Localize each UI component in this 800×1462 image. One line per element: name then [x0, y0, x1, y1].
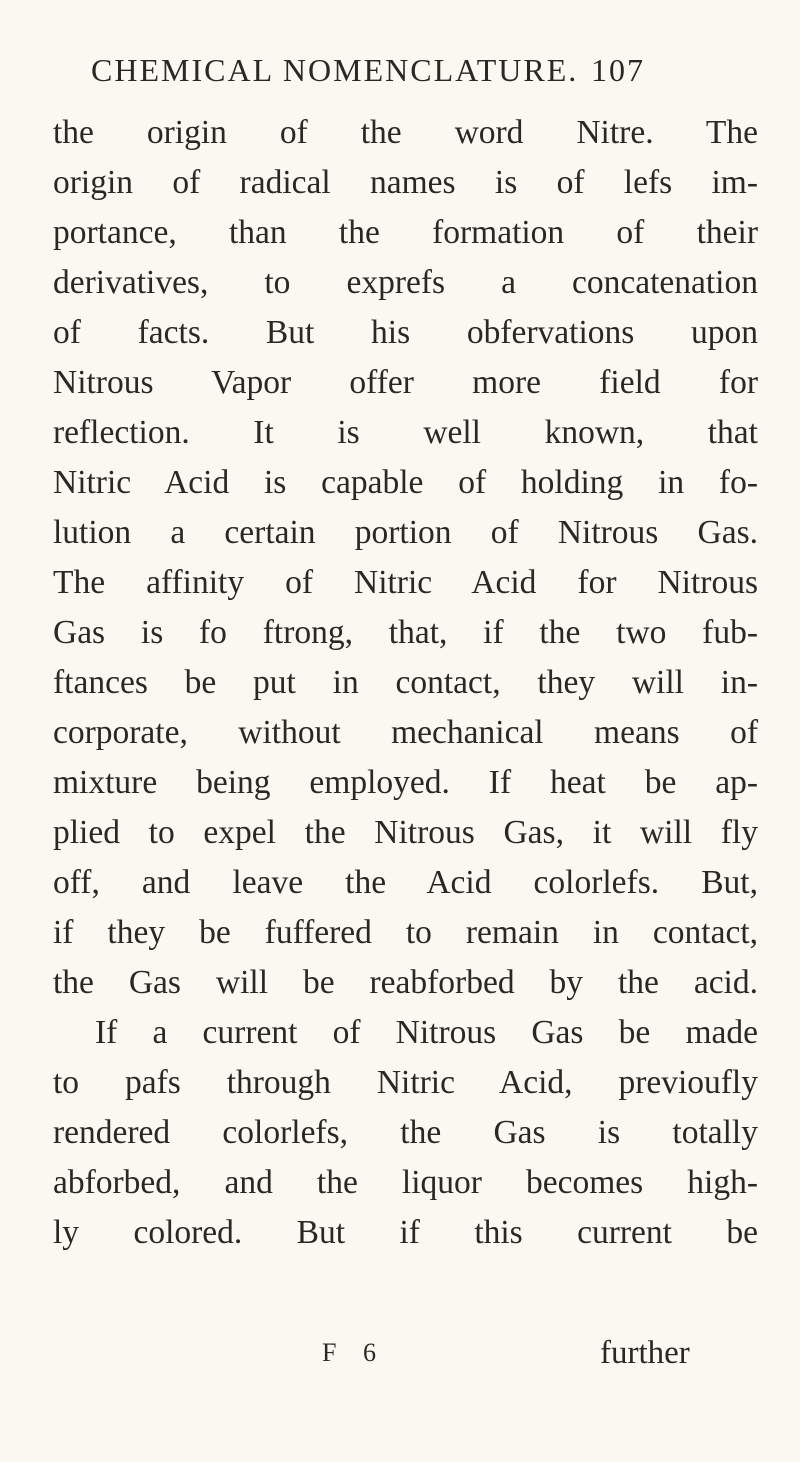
text-line: mixture being employed. If heat be ap- — [53, 764, 758, 801]
catchword: further — [600, 1335, 690, 1371]
running-header — [91, 52, 691, 96]
running-title: CHEMICAL NOMENCLATURE. — [91, 52, 579, 88]
text-line: The affinity of Nitric Acid for Nitrous — [53, 564, 758, 601]
text-line: off, and leave the Acid colorlefs. But, — [53, 864, 758, 901]
text-line: lution a certain portion of Nitrous Gas. — [53, 514, 758, 551]
page-footer — [0, 1331, 800, 1375]
text-line: plied to expel the Nitrous Gas, it will fly — [53, 814, 758, 851]
text-line: ly colored. But if this current be — [53, 1214, 758, 1251]
text-line: the Gas will be reabforbed by the acid. — [53, 964, 758, 1001]
text-line: the origin of the word Nitre. The — [53, 114, 758, 151]
page-number: 107 — [591, 52, 645, 88]
text-line: Gas is fo ftrong, that, if the two fub- — [53, 614, 758, 651]
text-line: origin of radical names is of lefs im- — [53, 164, 758, 201]
body-text — [53, 108, 758, 1258]
text-line-paragraph-start: If a current of Nitrous Gas be made — [95, 1014, 758, 1051]
text-line: Nitrous Vapor offer more field for — [53, 364, 758, 401]
text-line: Nitric Acid is capable of holding in fo- — [53, 464, 758, 501]
text-line: portance, than the formation of their — [53, 214, 758, 251]
text-line: of facts. But his obfervations upon — [53, 314, 758, 351]
text-line: if they be fuffered to remain in contact, — [53, 914, 758, 951]
text-line: abforbed, and the liquor becomes high- — [53, 1164, 758, 1201]
text-line: derivatives, to exprefs a concatenation — [53, 264, 758, 301]
signature-mark: F 6 — [322, 1338, 386, 1367]
text-line: rendered colorlefs, the Gas is totally — [53, 1114, 758, 1151]
text-line: reflection. It is well known, that — [53, 414, 758, 451]
text-line: corporate, without mechanical means of — [53, 714, 758, 751]
text-line: to pafs through Nitric Acid, previoufly — [53, 1064, 758, 1101]
text-line: ftances be put in contact, they will in- — [53, 664, 758, 701]
